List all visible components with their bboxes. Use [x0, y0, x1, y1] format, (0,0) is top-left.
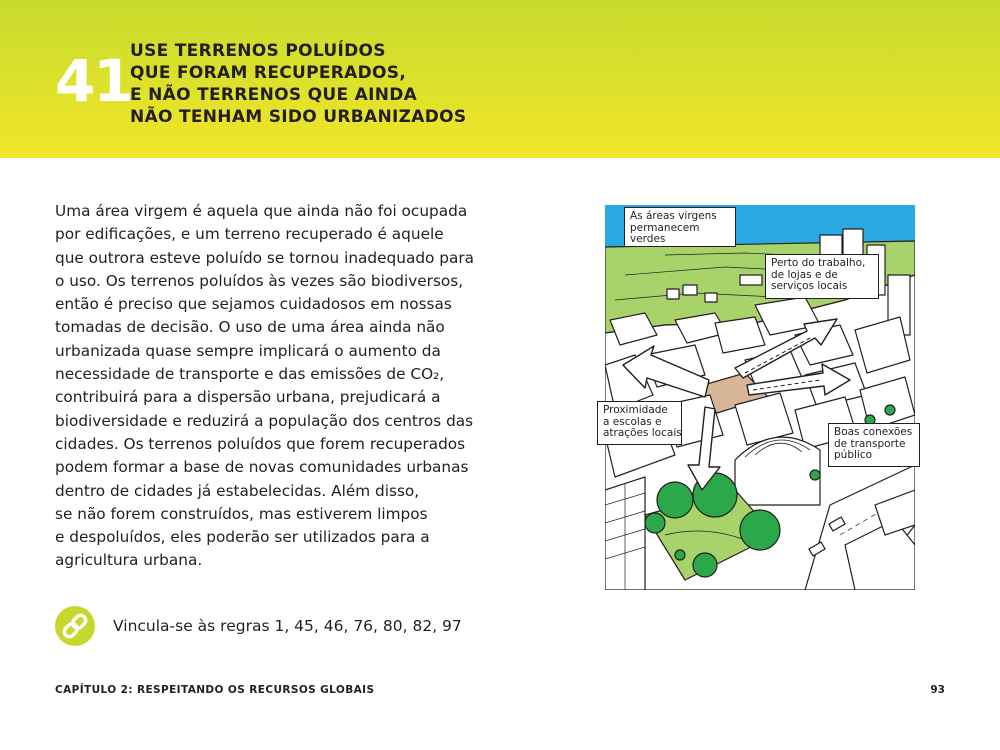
body-line: tomadas de decisão. O uso de uma área ainda não	[55, 318, 445, 337]
callout-line: atrações locais	[603, 427, 682, 439]
callout-near-work	[765, 254, 879, 299]
tree	[645, 513, 665, 533]
body-line: necessidade de transporte e das emissões de CO₂,	[55, 365, 445, 384]
callout-line: Boas conexões	[834, 426, 913, 438]
body-line: então é preciso que sejamos cuidadosos em nossas	[55, 295, 452, 314]
body-line: Uma área virgem é aquela que ainda não foi ocupada	[55, 202, 468, 220]
body-paragraph	[55, 200, 475, 573]
body-line: agricultura urbana.	[55, 551, 203, 570]
tree	[810, 470, 820, 480]
body-line: e despoluídos, eles poderão ser utilizados para a	[55, 528, 430, 547]
rule-title-line: USE TERRENOS POLUÍDOS	[130, 41, 386, 61]
rule-title-line: E NÃO TERRENOS QUE AINDA	[130, 85, 418, 105]
callout-line: público	[834, 449, 873, 461]
rule-title-line: NÃO TENHAM SIDO URBANIZADOS	[130, 107, 467, 127]
chain-link-icon	[55, 606, 95, 646]
body-line: se não forem construídos, mas estiverem limpos	[55, 504, 428, 523]
callout-transit	[828, 423, 920, 467]
callout-line: Perto do trabalho,	[771, 257, 866, 269]
rule-title	[130, 40, 466, 128]
tree	[675, 550, 685, 560]
tree	[740, 510, 780, 550]
body-line: contribuirá para a dispersão urbana, prejudicará a	[55, 388, 441, 407]
page-number: 93	[930, 684, 945, 696]
chapter-footer: CAPÍTULO 2: RESPEITANDO OS RECURSOS GLOBAIS	[55, 684, 375, 696]
callout-line: de transporte	[834, 437, 906, 450]
rule-header	[0, 0, 1000, 158]
body-line: urbanizada quase sempre implicará o aumento da	[55, 341, 441, 360]
callout-near-schools	[597, 401, 682, 445]
tree	[657, 482, 693, 518]
related-rules-text: Vincula-se às regras 1, 45, 46, 76, 80, 82, 97	[113, 617, 462, 635]
callout-line: verdes	[630, 233, 666, 245]
body-line: por edificações, e um terreno recuperado é aquele	[55, 225, 444, 244]
callout-line: Proximidade	[603, 404, 668, 416]
callout-line: a escolas e	[603, 415, 662, 428]
body-line: dentro de cidades já estabelecidas. Além disso,	[55, 481, 420, 500]
callout-line: As áreas virgens	[630, 210, 717, 222]
body-line: que outrora esteve poluído se tornou inadequado para	[55, 248, 475, 267]
tree	[693, 553, 717, 577]
body-line: o uso. Os terrenos poluídos às vezes são biodiversos,	[55, 271, 464, 290]
callout-line: serviços locais	[771, 280, 848, 292]
callout-green-areas	[624, 207, 736, 247]
tree	[885, 405, 895, 415]
rule-number: 41	[55, 47, 132, 115]
rule-title-line: QUE FORAM RECUPERADOS,	[130, 63, 407, 83]
callout-line: de lojas e de	[771, 268, 838, 281]
callout-line: permanecem	[630, 221, 700, 234]
body-line: podem formar a base de novas comunidades urbanas	[55, 458, 469, 477]
body-line: cidades. Os terrenos poluídos que forem recuperados	[55, 434, 466, 453]
body-line: biodiversidade e reduzirá a população dos centros das	[55, 411, 474, 430]
